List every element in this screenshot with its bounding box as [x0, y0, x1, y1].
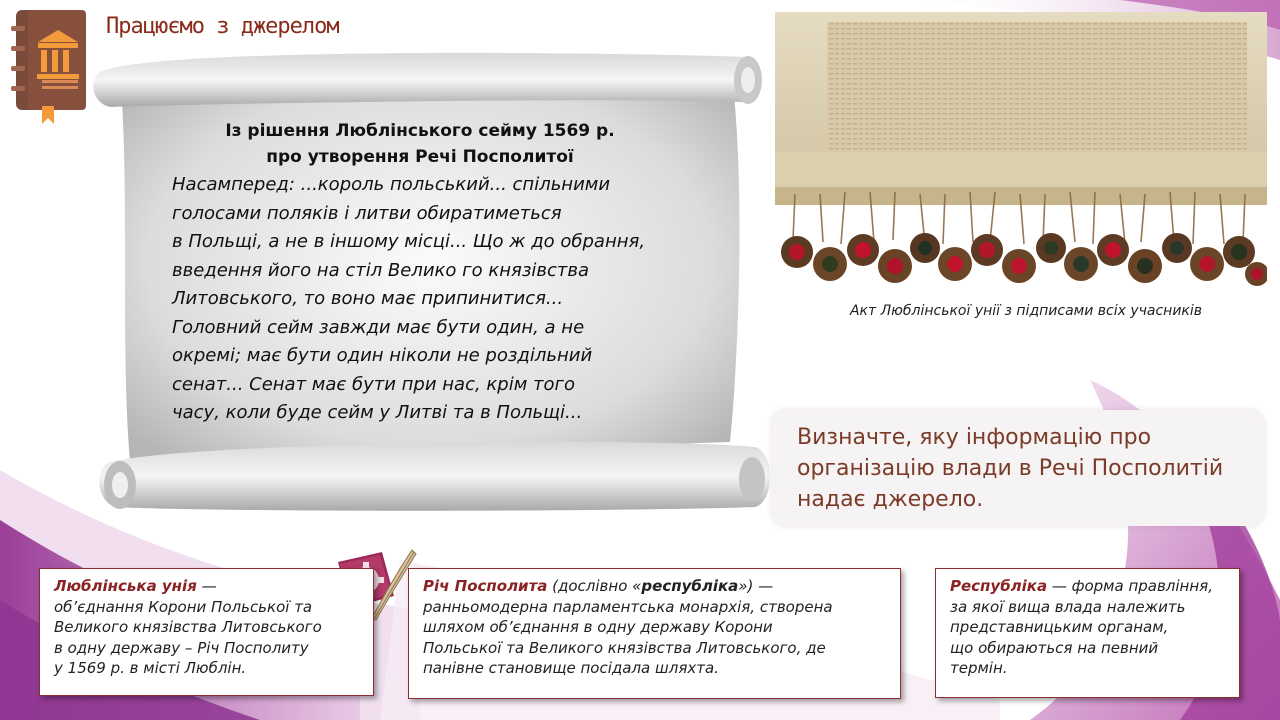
source-quote-line: Насамперед: ...король польський... спільними	[172, 174, 611, 195]
page-title: Працюємо з джерелом	[106, 14, 339, 39]
definition-text: (дослівно «	[547, 577, 642, 595]
source-quote-line: Литовського, то воно має припинитися...	[172, 288, 564, 309]
question-text: Визначте, яку інформацію про організацію влади в Речі Посполитій надає джерело.	[797, 425, 1224, 512]
definition-text: термін.	[950, 659, 1008, 677]
source-quote-line: Головний сейм завжди має бути один, а не	[172, 316, 585, 338]
definition-card-republic	[935, 568, 1240, 698]
source-quote-line: окремі; має бути один ніколи не роздільний	[172, 345, 593, 366]
source-heading	[170, 118, 670, 170]
term-republic: Республіка	[950, 577, 1048, 595]
term-lublin-union: Люблінська унія	[54, 577, 197, 595]
source-quote-line: введення його на стіл Велико го князівства	[172, 259, 590, 281]
definition-text: ») —	[738, 577, 774, 595]
definition-card-lublin-union	[39, 568, 374, 696]
source-quote-line: сенат... Сенат має бути при нас, крім того	[172, 373, 575, 395]
definition-text: що обираються на певний	[950, 638, 1159, 657]
definition-text: у 1569 р. в місті Люблін.	[54, 659, 247, 677]
definition-text: Великого князівства Литовського	[54, 618, 322, 636]
definition-text: —	[196, 577, 217, 595]
definition-text: Польської та Великого князівства Литовського, де	[423, 638, 826, 657]
source-quote	[172, 171, 712, 428]
photo-caption: Акт Люблінської унії з підписами всіх учасників	[849, 303, 1203, 319]
source-quote-line: часу, коли буде сейм у Литві та в Польщі...	[172, 402, 583, 423]
term-rzeczpospolita: Річ Посполита	[423, 577, 548, 595]
source-quote-line: голосами поляків і литви обиратиметься	[172, 202, 562, 224]
definition-text: ранньомодерна парламентська монархія, створена	[423, 597, 833, 616]
definition-text: шляхом об’єднання в одну державу Корони	[423, 618, 773, 636]
definition-text: об’єднання Корони Польської та	[54, 597, 313, 616]
definition-text: в одну державу – Річ Посполиту	[54, 638, 309, 657]
source-quote-line: в Польщі, а не в іншому місці... Що ж до обрання,	[172, 231, 646, 252]
definition-card-rzeczpospolita	[408, 568, 901, 699]
source-heading-line: Із рішення Люблінського сейму 1569 р.	[225, 121, 615, 141]
source-heading-line: про утворення Речі Посполитої	[266, 147, 574, 167]
definition-text: панівне становище посідала шляхта.	[423, 659, 719, 677]
highlight-word: республіка	[641, 577, 739, 595]
definition-text: — форма правління,	[1047, 577, 1213, 595]
union-act-photo	[775, 12, 1267, 296]
definition-text: за якої вища влада належить	[950, 597, 1186, 616]
museum-book-icon	[8, 6, 90, 124]
definition-text: представницьким органам,	[950, 618, 1169, 636]
